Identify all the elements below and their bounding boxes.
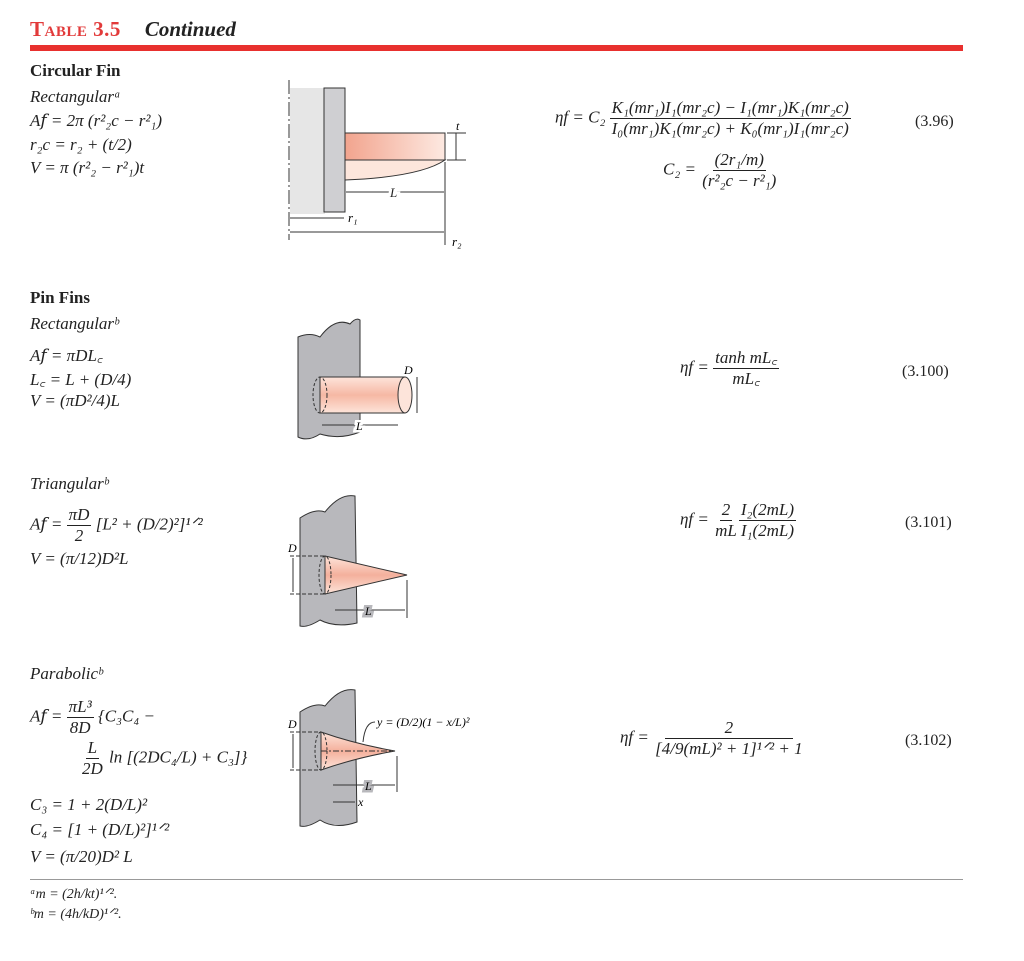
- formula-af: [30, 505, 203, 546]
- label-profile: y = (D/2)(1 − x/L)²: [377, 715, 470, 729]
- triangular-pin-diagram: [285, 488, 425, 633]
- formula-line: V = (π/12)D²L: [30, 549, 129, 568]
- eq-denominator: I₀(mr₁)K₁(mr₂c) + K₀(mr₁)I₁(mr₂c): [611, 119, 849, 138]
- section-circular-fin: Circular Fin: [30, 61, 121, 80]
- equation-3-96: [555, 98, 851, 139]
- label-L: L: [365, 779, 372, 793]
- formula-line: C₄ = [1 + (D/L)²]¹ᐟ²: [30, 820, 170, 839]
- formula-line: C₃ = 1 + 2(D/L)²: [30, 795, 148, 814]
- label-r2: r₂: [452, 234, 462, 249]
- eq-lhs: ηf =: [620, 727, 649, 747]
- formula-line: V = (π/20)D² L: [30, 847, 133, 866]
- eq-lhs: C₂ =: [663, 159, 696, 179]
- footnote-a: ᵃm = (2h/kt)¹ᐟ².: [30, 887, 118, 902]
- eq-lhs: ηf =: [680, 357, 709, 377]
- circular-fin-diagram: [280, 80, 480, 255]
- equation-number: (3.101): [905, 514, 952, 531]
- eq-numerator: πD: [68, 505, 90, 524]
- eq-denominator: mL: [715, 521, 737, 540]
- eq-numerator: K₁(mr₁)I₁(mr₂c) − I₁(mr₁)K₁(mr₂c): [611, 98, 849, 117]
- section-pin-fins: Pin Fins: [30, 288, 90, 307]
- label-L: L: [356, 419, 363, 433]
- formula-line: V = π (r²₂ − r²₁)t: [30, 158, 145, 177]
- formula-line: L꜀ = L + (D/4): [30, 370, 132, 389]
- eq-numerator: 2: [665, 718, 794, 739]
- label-D: D: [404, 363, 413, 377]
- equation-3-100: [680, 348, 779, 389]
- eq-denominator: [4/9(mL)² + 1]¹ᐟ² + 1: [655, 739, 803, 758]
- eq-lhs: A𝑓 =: [30, 514, 63, 534]
- table-label: Table 3.5: [30, 17, 121, 41]
- eq-denominator: 8D: [69, 718, 91, 737]
- label-x: x: [358, 795, 364, 809]
- eq-numerator: (2r₁/m): [714, 150, 764, 169]
- footnote-rule: [30, 879, 963, 880]
- footnote-b: ᵇm = (4h/kD)¹ᐟ².: [30, 907, 122, 922]
- rectangular-pin-diagram: [290, 312, 440, 447]
- formula-line: V = (πD²/4)L: [30, 391, 120, 410]
- label-t: t: [456, 119, 460, 133]
- eq-numerator: L: [87, 738, 98, 757]
- formula-line: r₂c = r₂ + (t/2): [30, 135, 132, 154]
- header-rule: [30, 45, 963, 51]
- eq-denominator: 2D: [82, 759, 103, 778]
- label-r1: r₁: [348, 210, 358, 225]
- parabolic-pin-diagram: [285, 682, 525, 834]
- table-title: [30, 17, 236, 42]
- equation-number: (3.100): [902, 363, 949, 380]
- equation-c2: [663, 150, 778, 191]
- equation-number: (3.96): [915, 113, 954, 130]
- eq-denominator: mL꜀: [732, 369, 760, 388]
- eq-numerator: I₂(2mL): [740, 500, 794, 519]
- subtype-label: Rectangularᵇ: [30, 314, 119, 333]
- label-D: D: [288, 717, 297, 731]
- table-continued: Continued: [144, 17, 236, 41]
- formula-af: [30, 697, 155, 738]
- label-L: L: [365, 604, 372, 618]
- eq-numerator: tanh mL꜀: [715, 348, 778, 367]
- subtype-label: Rectangularᵃ: [30, 87, 121, 106]
- eq-rest: [L² + (D/2)²]¹ᐟ²: [95, 514, 203, 534]
- formula-line: A𝑓 = 2π (r²₂c − r²₁): [30, 111, 162, 130]
- equation-3-101: [680, 500, 796, 541]
- label-D: D: [288, 541, 297, 555]
- equation-number: (3.102): [905, 732, 952, 749]
- eq-rest: {C₃C₄ −: [97, 706, 156, 726]
- eq-numerator: πL³: [68, 697, 92, 716]
- label-L: L: [390, 185, 398, 200]
- eq-denominator: 2: [74, 526, 84, 545]
- eq-numerator: 2: [721, 500, 731, 519]
- formula-line: A𝑓 = πDL꜀: [30, 346, 103, 365]
- subtype-label: Parabolicᵇ: [30, 664, 103, 683]
- eq-denominator: (r²₂c − r²₁): [702, 171, 777, 190]
- equation-3-102: [620, 718, 805, 759]
- subtype-label: Triangularᵇ: [30, 474, 109, 493]
- eq-rest: ln [(2DC₄/L) + C₃]}: [109, 747, 248, 767]
- eq-denominator: I₁(2mL): [740, 521, 794, 540]
- eq-lhs: ηf = C₂: [555, 107, 606, 127]
- eq-lhs: A𝑓 =: [30, 706, 63, 726]
- eq-lhs: ηf =: [680, 509, 709, 529]
- formula-af-cont: [80, 738, 247, 779]
